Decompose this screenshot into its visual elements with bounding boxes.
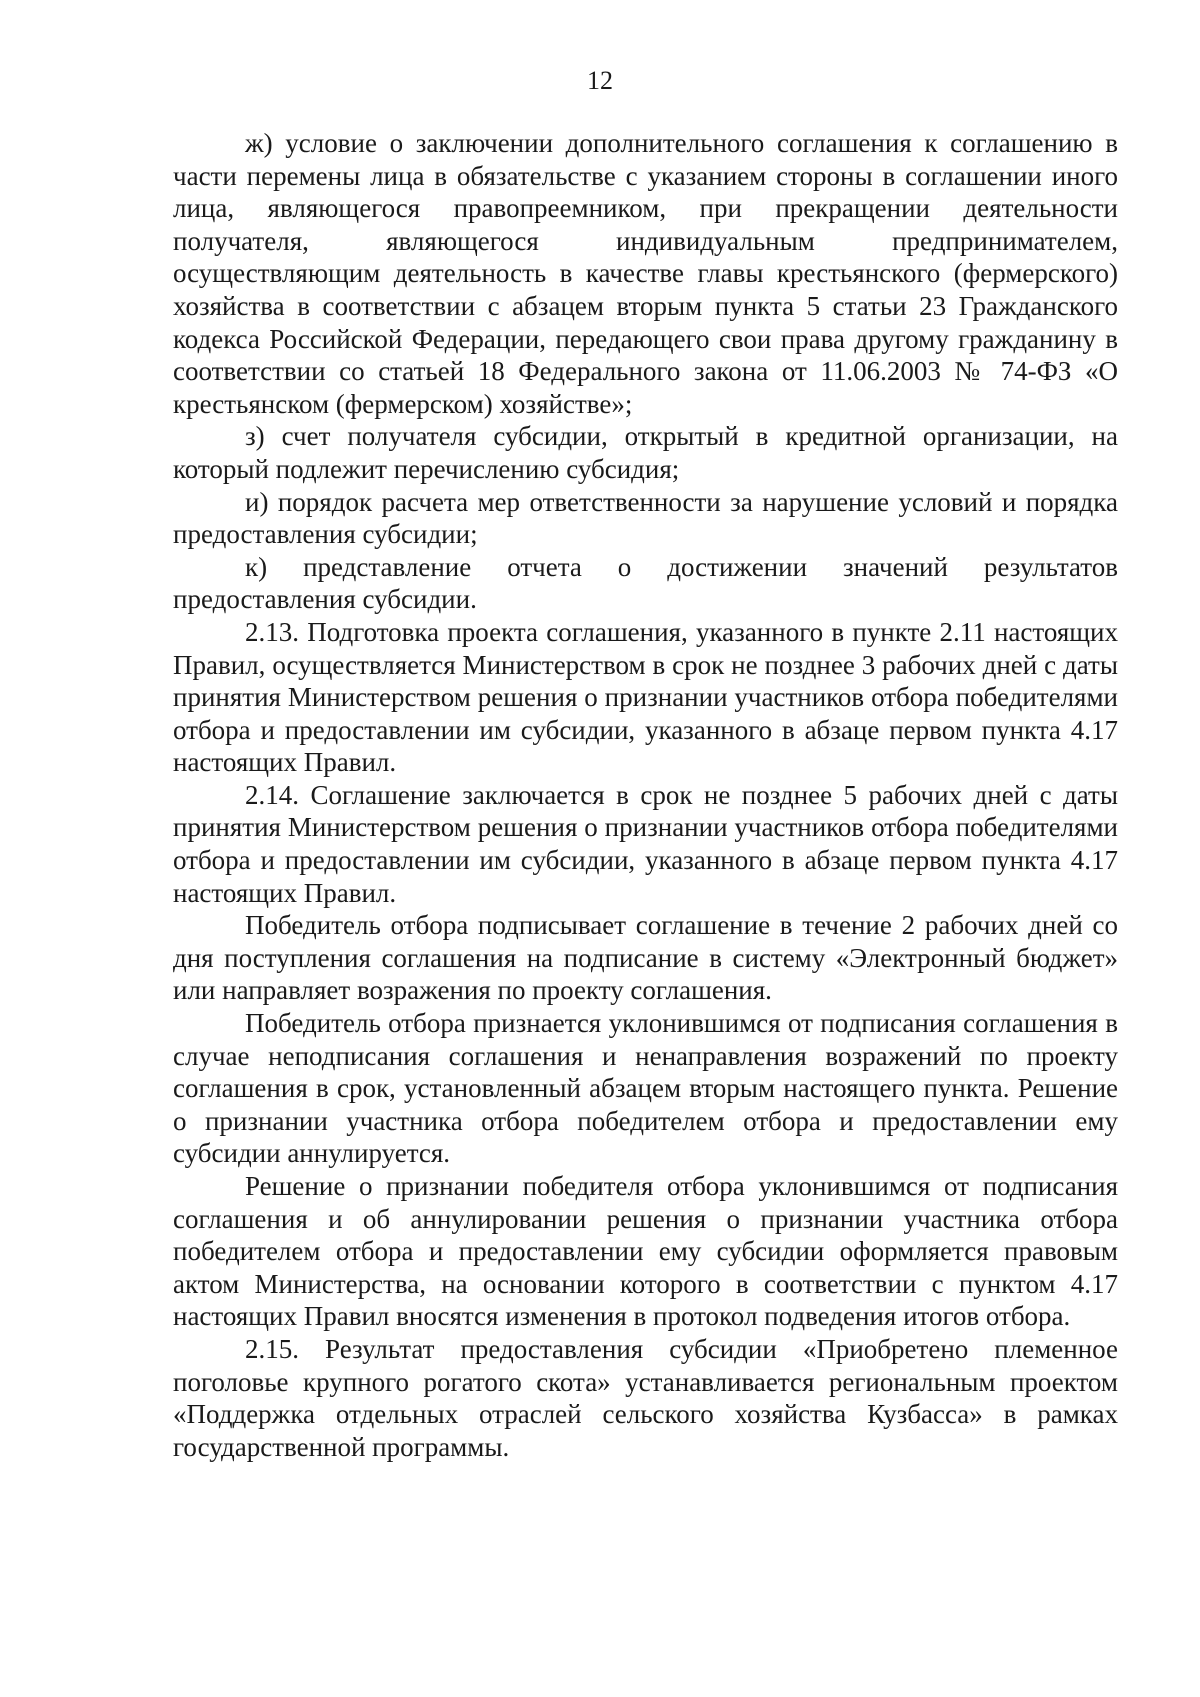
paragraph-2-13: 2.13. Подготовка проекта соглашения, указанного в пункте 2.11 настоящих Правил, осуществляется Министерством в срок не позднее 3 рабочих дней с даты принятия Министерством решения о признании участников отбора победителями отбора и предоставлении им субсидии, указанного в абзаце первом пункта 4.17 настоящих Правил. [173,616,1118,778]
paragraph-clause-z: з) счет получателя субсидии, открытый в кредитной организации, на который подлежит перечислению субсидия; [173,421,1118,484]
paragraph-winner-evades: Победитель отбора признается уклонившимся от подписания соглашения в случае неподписания соглашения и ненаправления возражений по проекту соглашения в срок, установленный абзацем вторым настоящего пункта. Решение о признании участника отбора победителем отбора и предоставлении ему субсидии аннулируется. [173,1008,1118,1169]
paragraph-2-14: 2.14. Соглашение заключается в срок не позднее 5 рабочих дней с даты принятия Министерством решения о признании участников отбора победителями отбора и предоставлении им субсидии, указанного в абзаце первом пункта 4.17 настоящих Правил. [173,779,1118,908]
page-number: 12 [587,66,613,95]
paragraph-2-15: 2.15. Результат предоставления субсидии «Приобретено племенное поголовье крупного рогатого скота» устанавливается региональным проектом «Поддержка отдельных отраслей сельского хозяйства Кузбасса» в рамках государственной программы. [173,1333,1118,1462]
paragraph-clause-zh: ж) условие о заключении дополнительного соглашения к соглашению в части перемены лица в обязательстве с указанием стороны в соглашении иного лица, являющегося правопреемником, при прекращении деятельности получателя, являющегося индивидуальным предпринимателем, осуществляющим деятельность в качестве главы крестьянского (фермерского) хозяйства в соответствии с абзацем вторым пункта 5 статьи 23 Гражданского кодекса Российской Федерации, передающего свои права другому гражданину в соответствии со статьей 18 Федерального закона от 11.06.2003 № 74-ФЗ «О крестьянском (фермерском) хозяйстве»; [173,128,1118,419]
paragraph-winner-signs: Победитель отбора подписывает соглашение в течение 2 рабочих дней со дня поступления соглашения на подписание в систему «Электронный бюджет» или направляет возражения по проекту соглашения. [173,910,1118,1006]
paragraph-clause-i: и) порядок расчета мер ответственности за нарушение условий и порядка предоставления субсидии; [173,486,1118,550]
document-body [173,127,1118,1463]
paragraph-decision-annulment: Решение о признании победителя отбора уклонившимся от подписания соглашения и об аннулировании решения о признании участника отбора победителем отбора и предоставлении ему субсидии оформляется правовым актом Министерства, на основании которого в соответствии с пунктом 4.17 настоящих Правил вносятся изменения в протокол подведения итогов отбора. [173,1171,1118,1332]
paragraph-clause-k: к) представление отчета о достижении значений результатов предоставления субсидии. [173,551,1118,615]
